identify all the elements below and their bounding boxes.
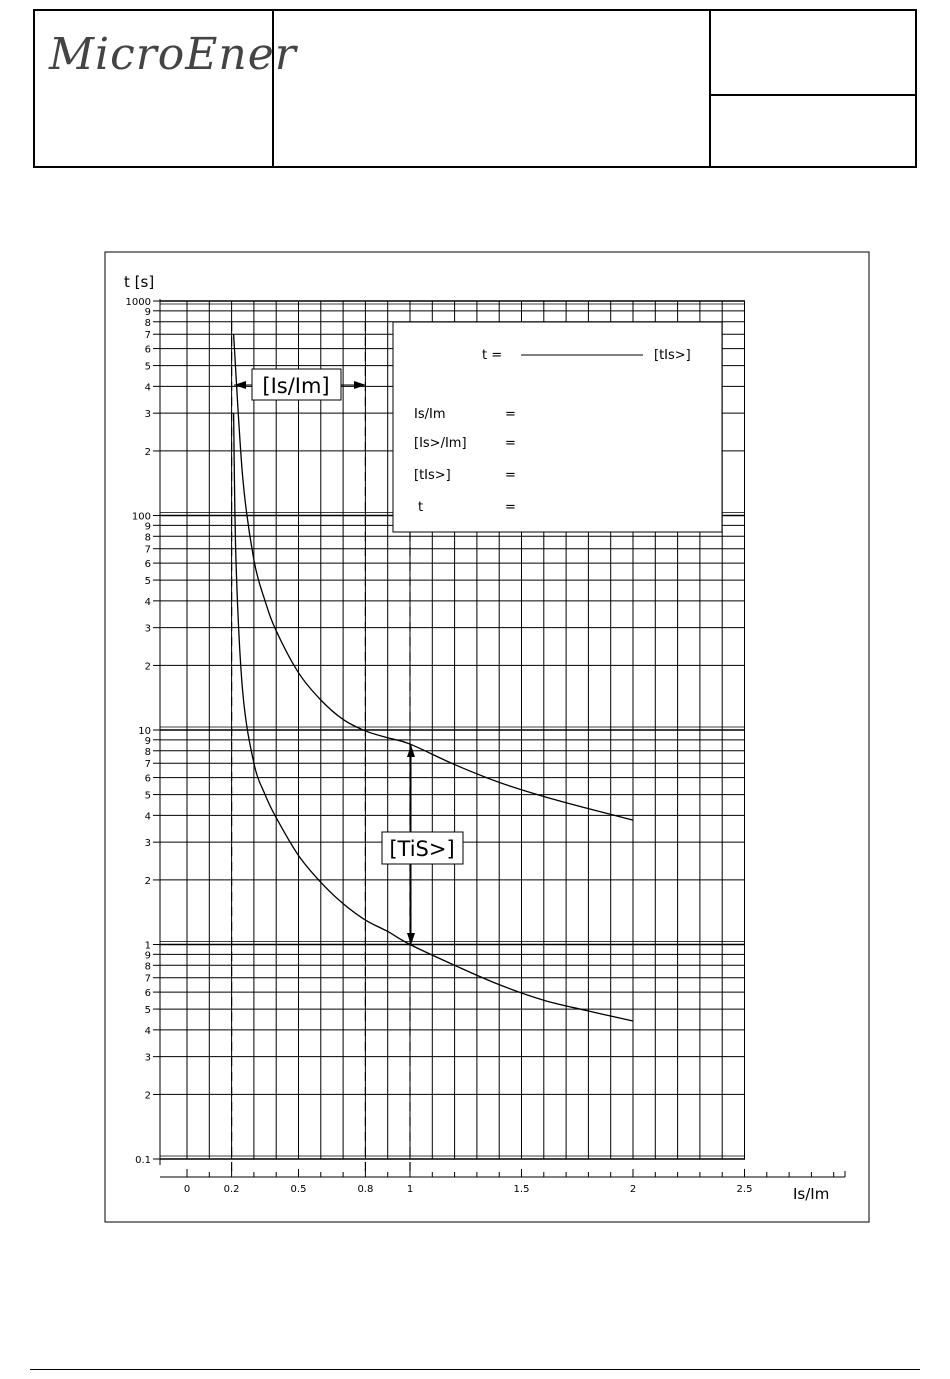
y-tick-label: 7	[144, 330, 151, 342]
y-tick-label: 2	[144, 446, 151, 458]
y-tick-label: 6	[144, 773, 151, 785]
y-tick-label: 3	[144, 623, 151, 635]
y-tick-label: 100	[131, 511, 151, 523]
y-tick-label: 7	[144, 973, 151, 985]
formula-row-eq: =	[505, 436, 516, 451]
y-tick-label: 4	[144, 811, 151, 823]
y-tick-label: 1	[144, 940, 151, 952]
y-tick-label: 7	[144, 759, 151, 771]
y-tick-label: 4	[144, 382, 151, 394]
x-tick-label: 0	[183, 1184, 191, 1195]
formula-row-eq: =	[505, 500, 516, 515]
y-tick-label: 3	[144, 1052, 151, 1064]
y-tick-label: 2	[144, 661, 151, 673]
y-tick-label: 9	[144, 306, 151, 318]
y-tick-label: 1000	[125, 297, 151, 308]
is-im-arrowhead-right	[354, 381, 366, 389]
formula-row-label: [Is>/Im]	[414, 436, 467, 451]
y-tick-label: 0.1	[135, 1155, 151, 1166]
y-tick-label: 8	[144, 961, 151, 973]
y-tick-label: 2	[144, 875, 151, 887]
y-tick-label: 5	[144, 1005, 151, 1017]
y-tick-label: 5	[144, 790, 151, 802]
y-tick-label: 5	[144, 361, 151, 373]
formula-box	[393, 322, 722, 532]
is-im-annotation	[234, 369, 366, 400]
y-tick-label: 4	[144, 596, 151, 608]
formula-row-label: [tIs>]	[414, 468, 451, 483]
y-tick-label: 3	[144, 409, 151, 421]
x-tick-label: 2	[629, 1184, 637, 1195]
x-axis-label: Is/Im	[793, 1185, 830, 1203]
y-axis-label: t [s]	[124, 273, 155, 291]
x-tick-label: 1	[406, 1184, 414, 1195]
y-tick-label: 10	[138, 726, 151, 737]
formula-row-eq: =	[505, 407, 516, 422]
formula-t-label: t =	[482, 348, 503, 363]
y-tick-label: 9	[144, 950, 151, 962]
y-tick-label: 8	[144, 317, 151, 329]
x-tick-label: 2.5	[736, 1184, 753, 1195]
y-tick-label: 6	[144, 559, 151, 571]
y-tick-label: 4	[144, 1025, 151, 1037]
y-tick-label: 2	[144, 1090, 151, 1102]
x-tick-label: 0.8	[357, 1184, 374, 1195]
x-tick-label: 1.5	[513, 1184, 530, 1195]
is-im-label: [Is/Im]	[262, 374, 330, 398]
y-tick-label: 8	[144, 746, 151, 758]
y-tick-label: 6	[144, 988, 151, 1000]
y-tick-label: 3	[144, 838, 151, 850]
y-tick-label: 6	[144, 344, 151, 356]
formula-row-label: Is/Im	[414, 407, 446, 422]
tis-label: [TiS>]	[389, 837, 455, 861]
y-tick-label: 9	[144, 735, 151, 747]
formula-row-label: t	[418, 500, 424, 515]
formula-row-eq: =	[505, 468, 516, 483]
company-logo: MicroEner	[49, 29, 297, 80]
y-tick-label: 9	[144, 521, 151, 533]
formula-t-unit: [tIs>]	[654, 348, 691, 363]
x-tick-label: 0.2	[223, 1184, 240, 1195]
y-tick-label: 7	[144, 544, 151, 556]
y-tick-label: 5	[144, 576, 151, 588]
footer-rule	[30, 1369, 920, 1370]
y-tick-label: 8	[144, 532, 151, 544]
x-tick-label: 0.5	[290, 1184, 307, 1195]
tis-annotation	[382, 745, 463, 945]
